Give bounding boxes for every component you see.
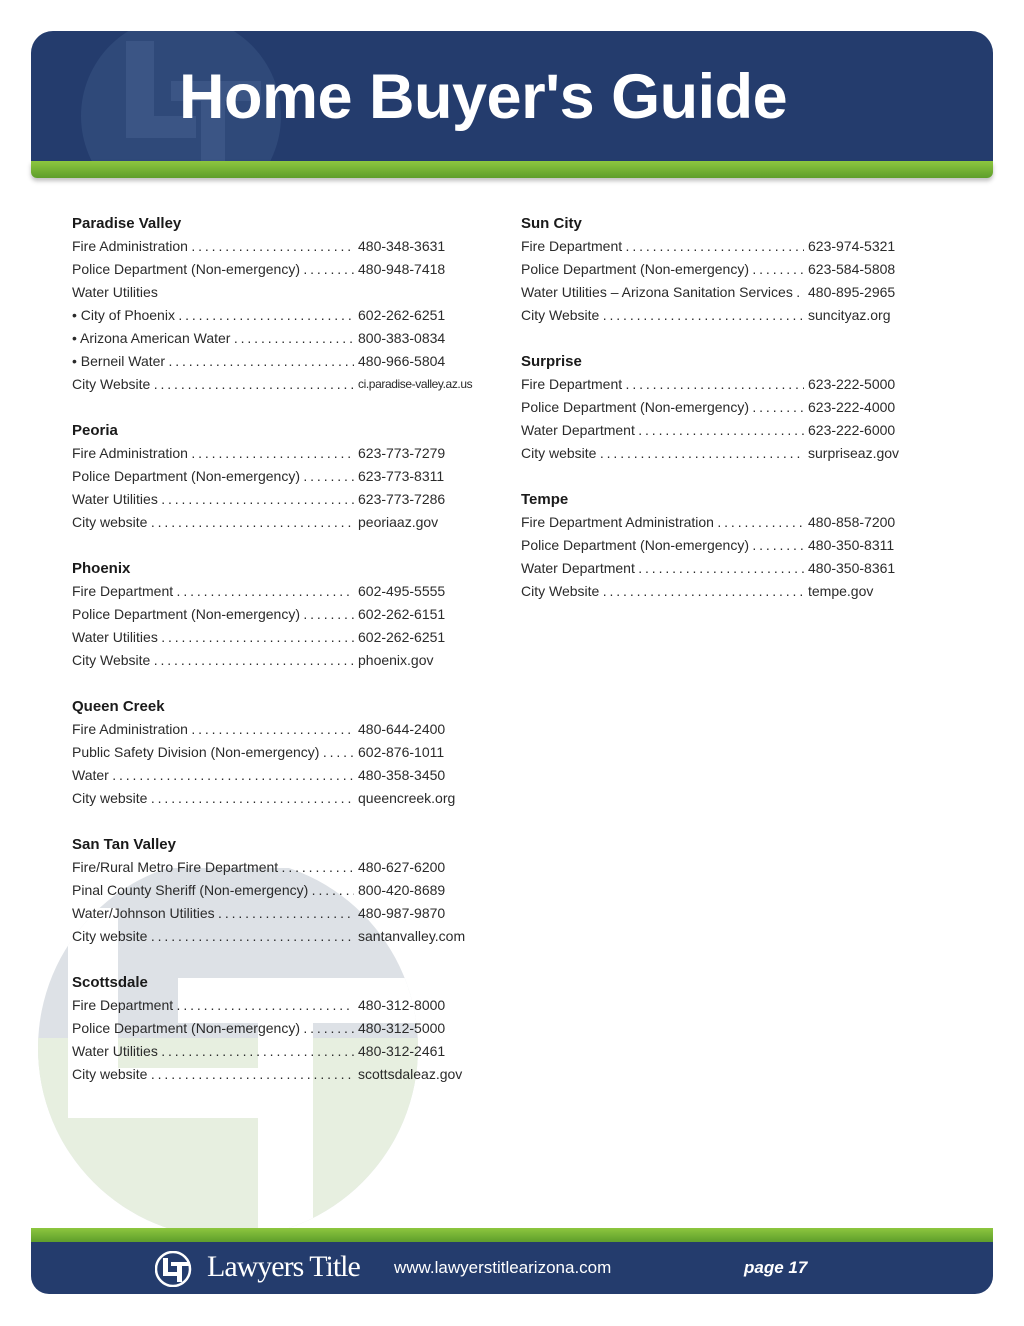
- entry-label: Water Utilities – Arizona Sanitation Services . . .: [521, 281, 804, 304]
- section-title: Queen Creek: [72, 698, 165, 715]
- entry-label: Police Department (Non-emergency) . . .: [72, 603, 354, 626]
- directory-entry: [72, 304, 492, 327]
- entry-label: Water Department . . .: [521, 419, 804, 442]
- entry-value: 623-222-4000: [808, 399, 896, 415]
- entry-value: 480-358-3450: [358, 767, 446, 783]
- entry-label: Water Utilities . . .: [72, 626, 354, 649]
- directory-entry: [72, 1040, 492, 1063]
- entry-label: Fire Department . . .: [521, 373, 804, 396]
- section-title: Paradise Valley: [72, 215, 182, 232]
- entry-value[interactable]: queencreek.org: [358, 790, 456, 806]
- entry-label: • City of Phoenix . . .: [72, 304, 354, 327]
- entry-label: Public Safety Division (Non-emergency) . . .: [72, 741, 354, 764]
- entry-value: 800-383-0834: [358, 330, 446, 346]
- directory-entry: [521, 557, 941, 580]
- entry-label: City website . . .: [72, 1063, 354, 1086]
- left-directory-column: [72, 212, 492, 1109]
- entry-value: 480-312-2461: [358, 1043, 446, 1059]
- entry-value: 602-262-6251: [358, 629, 446, 645]
- entry-value[interactable]: peoriaaz.gov: [358, 514, 439, 530]
- directory-entry: [521, 511, 941, 534]
- entry-label: City Website . . .: [72, 649, 354, 672]
- entry-value: 800-420-8689: [358, 882, 446, 898]
- entry-label: Fire Administration . . .: [72, 235, 354, 258]
- directory-entry: [72, 442, 492, 465]
- right-directory-column: [521, 212, 941, 626]
- section-title: Tempe: [521, 491, 569, 508]
- entry-label: Fire Department Administration . . .: [521, 511, 804, 534]
- entry-label: • Arizona American Water . . .: [72, 327, 354, 350]
- directory-section: [72, 695, 492, 810]
- directory-entry: [72, 879, 492, 902]
- entry-label: City Website . . .: [521, 304, 804, 327]
- page-number: page 17: [744, 1258, 808, 1277]
- entry-value: 623-773-7279: [358, 445, 446, 461]
- entry-value: 602-262-6251: [358, 307, 446, 323]
- entry-value[interactable]: suncityaz.org: [808, 307, 891, 323]
- directory-entry: [521, 580, 941, 603]
- directory-entry: [72, 741, 492, 764]
- section-title: Phoenix: [72, 560, 131, 577]
- entry-label: Water . . .: [72, 764, 354, 787]
- directory-entry: [72, 994, 492, 1017]
- directory-entry: [72, 327, 492, 350]
- entry-label: Police Department (Non-emergency) . . .: [72, 258, 354, 281]
- directory-section: [521, 212, 941, 327]
- directory-entry: [72, 764, 492, 787]
- directory-entry: [521, 396, 941, 419]
- entry-label: Water Utilities: [72, 284, 158, 300]
- section-title: Scottsdale: [72, 974, 148, 991]
- brand-name: Lawyers Title: [207, 1250, 360, 1283]
- entry-value: 623-222-6000: [808, 422, 896, 438]
- directory-entry: [72, 902, 492, 925]
- entry-label: Fire Administration . . .: [72, 442, 354, 465]
- entry-value[interactable]: ci.paradise-valley.az.us: [358, 377, 473, 391]
- entry-value: 623-773-7286: [358, 491, 446, 507]
- entry-label: Police Department (Non-emergency) . . .: [521, 534, 804, 557]
- entry-label: Fire Department . . .: [72, 580, 354, 603]
- directory-entry: [521, 442, 941, 465]
- directory-entry: [72, 465, 492, 488]
- directory-entry: [72, 1017, 492, 1040]
- directory-entry: [72, 603, 492, 626]
- entry-value: 480-966-5804: [358, 353, 446, 369]
- entry-value: 480-895-2965: [808, 284, 896, 300]
- directory-entry: [72, 488, 492, 511]
- directory-entry: [72, 718, 492, 741]
- entry-label: Police Department (Non-emergency) . . .: [72, 1017, 354, 1040]
- entry-label: • Berneil Water . . .: [72, 350, 354, 373]
- entry-value: 480-350-8311: [808, 537, 895, 553]
- entry-label: Water Utilities . . .: [72, 1040, 354, 1063]
- directory-entry: [72, 856, 492, 879]
- directory-entry: [521, 304, 941, 327]
- entry-label: Fire Department . . .: [521, 235, 804, 258]
- entry-label: Police Department (Non-emergency) . . .: [521, 396, 804, 419]
- section-title: Sun City: [521, 215, 582, 232]
- entry-value: 602-495-5555: [358, 583, 446, 599]
- directory-entry: [72, 235, 492, 258]
- entry-value: 623-584-5808: [808, 261, 896, 277]
- section-title: San Tan Valley: [72, 836, 176, 853]
- entry-value: 480-348-3631: [358, 238, 446, 254]
- entry-label: City website . . .: [72, 511, 354, 534]
- entry-label: Water Utilities . . .: [72, 488, 354, 511]
- footer-bar: [31, 1242, 993, 1294]
- entry-label: City Website . . .: [521, 580, 804, 603]
- entry-value[interactable]: santanvalley.com: [358, 928, 466, 944]
- entry-value: 623-974-5321: [808, 238, 896, 254]
- directory-entry: [521, 419, 941, 442]
- entry-label: City website . . .: [72, 925, 354, 948]
- directory-entry: [521, 235, 941, 258]
- entry-value[interactable]: scottsdaleaz.gov: [358, 1066, 463, 1082]
- entry-label: City Website . . .: [72, 373, 354, 396]
- entry-label: Fire/Rural Metro Fire Department . . .: [72, 856, 354, 879]
- directory-entry: [72, 925, 492, 948]
- directory-section: [521, 350, 941, 465]
- entry-label: City website . . .: [521, 442, 804, 465]
- directory-section: [521, 488, 941, 603]
- entry-label: Water Department . . .: [521, 557, 804, 580]
- entry-value: 602-262-6151: [358, 606, 446, 622]
- entry-label: Police Department (Non-emergency) . . .: [521, 258, 804, 281]
- entry-label: Fire Department . . .: [72, 994, 354, 1017]
- entry-value: 480-627-6200: [358, 859, 446, 875]
- entry-label: Fire Administration . . .: [72, 718, 354, 741]
- entry-value: 480-644-2400: [358, 721, 446, 737]
- entry-value: 623-773-8311: [358, 468, 445, 484]
- directory-entry: [72, 511, 492, 534]
- entry-value: 623-222-5000: [808, 376, 896, 392]
- header-banner: [31, 31, 993, 171]
- lawyers-title-logo-icon: [155, 1251, 199, 1287]
- entry-value: 480-948-7418: [358, 261, 446, 277]
- directory-entry: [521, 258, 941, 281]
- entry-value: 480-350-8361: [808, 560, 896, 576]
- entry-value[interactable]: phoenix.gov: [358, 652, 434, 668]
- directory-entry: [72, 1063, 492, 1086]
- directory-entry: [72, 258, 492, 281]
- directory-entry: [72, 281, 492, 304]
- directory-entry: [72, 787, 492, 810]
- directory-entry: [521, 373, 941, 396]
- directory-section: [72, 833, 492, 948]
- directory-section: [72, 419, 492, 534]
- section-title: Peoria: [72, 422, 118, 439]
- directory-section: [72, 971, 492, 1086]
- page-title: Home Buyer's Guide: [179, 62, 788, 132]
- entry-value: 602-876-1011: [358, 744, 445, 760]
- entry-label: City website . . .: [72, 787, 354, 810]
- entry-value: 480-312-5000: [358, 1020, 446, 1036]
- directory-section: [72, 557, 492, 672]
- directory-entry: [72, 580, 492, 603]
- directory-entry: [72, 350, 492, 373]
- entry-value: 480-858-7200: [808, 514, 896, 530]
- entry-value: [354, 281, 358, 304]
- header-accent-bar: [31, 161, 993, 178]
- website-link[interactable]: www.lawyerstitlearizona.com: [394, 1258, 612, 1277]
- directory-entry: [72, 626, 492, 649]
- directory-entry: [521, 281, 941, 304]
- directory-entry: [521, 534, 941, 557]
- entry-value[interactable]: surpriseaz.gov: [808, 445, 900, 461]
- entry-label: Police Department (Non-emergency) . . .: [72, 465, 354, 488]
- entry-label: Water/Johnson Utilities . . .: [72, 902, 354, 925]
- directory-entry: [72, 373, 492, 396]
- footer-accent-bar: [31, 1228, 993, 1242]
- section-title: Surprise: [521, 353, 582, 370]
- directory-entry: [72, 649, 492, 672]
- entry-value[interactable]: tempe.gov: [808, 583, 874, 599]
- directory-section: [72, 212, 492, 396]
- entry-label: Pinal County Sheriff (Non-emergency) . . .: [72, 879, 354, 902]
- entry-value: 480-987-9870: [358, 905, 446, 921]
- entry-value: 480-312-8000: [358, 997, 446, 1013]
